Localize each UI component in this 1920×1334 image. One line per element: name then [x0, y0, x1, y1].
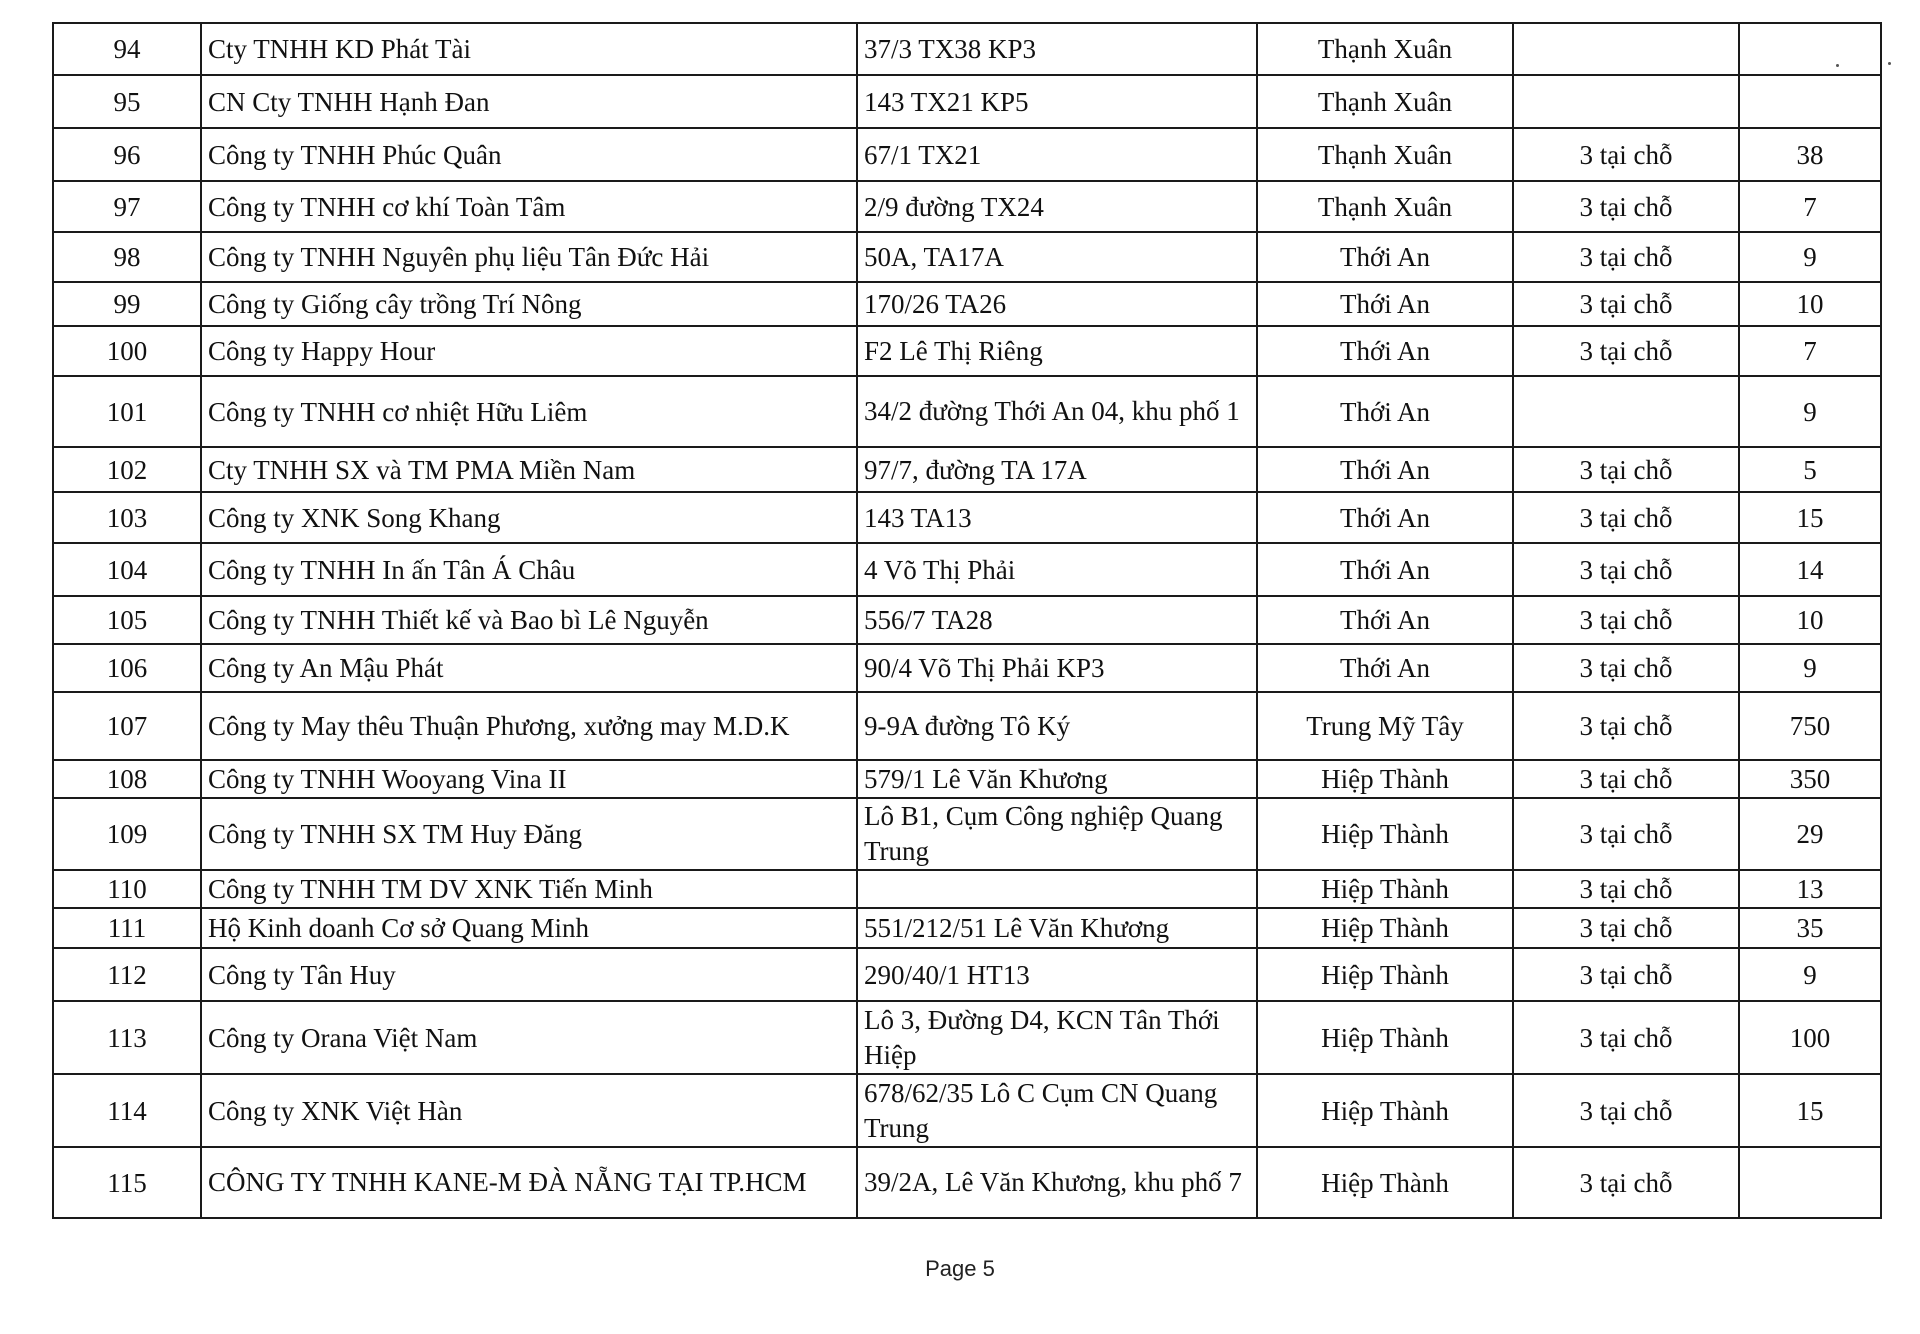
cell-workers-type: 3 tại chỗ: [1513, 692, 1739, 760]
cell-row-number: 113: [53, 1001, 201, 1074]
table-row: [53, 181, 1881, 232]
cell-row-number: 100: [53, 326, 201, 376]
cell-company-name: Công ty Happy Hour: [201, 326, 857, 376]
cell-address: 90/4 Võ Thị Phải KP3: [857, 644, 1257, 692]
cell-row-number: 105: [53, 596, 201, 644]
scan-speck: [1836, 64, 1839, 67]
cell-address: 4 Võ Thị Phải: [857, 543, 1257, 596]
cell-row-number: 108: [53, 760, 201, 798]
cell-company-name: Công ty TNHH SX TM Huy Đăng: [201, 798, 857, 870]
cell-ward: Thới An: [1257, 644, 1513, 692]
table-row: [53, 128, 1881, 181]
cell-row-number: 114: [53, 1074, 201, 1147]
cell-company-name: Công ty TNHH Phúc Quân: [201, 128, 857, 181]
table-row: [53, 596, 1881, 644]
cell-row-number: 110: [53, 870, 201, 908]
table-row: [53, 376, 1881, 447]
cell-workers-type: 3 tại chỗ: [1513, 128, 1739, 181]
cell-row-number: 97: [53, 181, 201, 232]
cell-worker-count: 5: [1739, 447, 1881, 492]
cell-company-name: Cty TNHH KD Phát Tài: [201, 23, 857, 75]
cell-worker-count: 7: [1739, 181, 1881, 232]
cell-workers-type: 3 tại chỗ: [1513, 870, 1739, 908]
cell-address: 579/1 Lê Văn Khương: [857, 760, 1257, 798]
cell-row-number: 96: [53, 128, 201, 181]
cell-ward: Hiệp Thành: [1257, 798, 1513, 870]
cell-row-number: 109: [53, 798, 201, 870]
cell-row-number: 99: [53, 282, 201, 326]
cell-address: Lô 3, Đường D4, KCN Tân Thới Hiệp: [857, 1001, 1257, 1074]
table-row: [53, 948, 1881, 1001]
cell-row-number: 103: [53, 492, 201, 543]
cell-ward: Thới An: [1257, 492, 1513, 543]
cell-worker-count: 35: [1739, 908, 1881, 948]
cell-row-number: 115: [53, 1147, 201, 1218]
cell-workers-type: [1513, 376, 1739, 447]
cell-address: 143 TX21 KP5: [857, 75, 1257, 128]
cell-row-number: 104: [53, 543, 201, 596]
cell-row-number: 102: [53, 447, 201, 492]
cell-ward: Hiệp Thành: [1257, 908, 1513, 948]
cell-ward: Thới An: [1257, 282, 1513, 326]
cell-address: 290/40/1 HT13: [857, 948, 1257, 1001]
cell-worker-count: 10: [1739, 282, 1881, 326]
cell-company-name: Công ty TNHH In ấn Tân Á Châu: [201, 543, 857, 596]
cell-address: 50A, TA17A: [857, 232, 1257, 282]
cell-row-number: 111: [53, 908, 201, 948]
cell-worker-count: 38: [1739, 128, 1881, 181]
cell-company-name: Công ty Orana Việt Nam: [201, 1001, 857, 1074]
page-number: Page 5: [925, 1256, 995, 1281]
cell-worker-count: 14: [1739, 543, 1881, 596]
cell-worker-count: [1739, 75, 1881, 128]
table-row: [53, 447, 1881, 492]
cell-address: 2/9 đường TX24: [857, 181, 1257, 232]
scan-speck: [1888, 62, 1891, 65]
cell-address: F2 Lê Thị Riêng: [857, 326, 1257, 376]
cell-ward: Thới An: [1257, 596, 1513, 644]
cell-workers-type: 3 tại chỗ: [1513, 492, 1739, 543]
cell-ward: Thạnh Xuân: [1257, 128, 1513, 181]
cell-workers-type: 3 tại chỗ: [1513, 1074, 1739, 1147]
cell-row-number: 106: [53, 644, 201, 692]
table-row: [53, 760, 1881, 798]
cell-workers-type: 3 tại chỗ: [1513, 1001, 1739, 1074]
cell-ward: Thới An: [1257, 232, 1513, 282]
cell-worker-count: 750: [1739, 692, 1881, 760]
cell-row-number: 107: [53, 692, 201, 760]
cell-company-name: Công ty Tân Huy: [201, 948, 857, 1001]
cell-ward: Thạnh Xuân: [1257, 75, 1513, 128]
cell-ward: Hiệp Thành: [1257, 1001, 1513, 1074]
cell-ward: Hiệp Thành: [1257, 1074, 1513, 1147]
company-table: [52, 22, 1882, 1219]
cell-worker-count: 15: [1739, 492, 1881, 543]
cell-address: 37/3 TX38 KP3: [857, 23, 1257, 75]
cell-workers-type: 3 tại chỗ: [1513, 232, 1739, 282]
cell-company-name: Công ty Giống cây trồng Trí Nông: [201, 282, 857, 326]
cell-worker-count: 7: [1739, 326, 1881, 376]
table-row: [53, 1074, 1881, 1147]
company-table-body: [53, 23, 1881, 1218]
cell-ward: Thạnh Xuân: [1257, 181, 1513, 232]
cell-row-number: 98: [53, 232, 201, 282]
table-row: [53, 908, 1881, 948]
cell-address: 67/1 TX21: [857, 128, 1257, 181]
table-row: [53, 1147, 1881, 1218]
table-row: [53, 692, 1881, 760]
cell-workers-type: 3 tại chỗ: [1513, 798, 1739, 870]
cell-row-number: 112: [53, 948, 201, 1001]
cell-workers-type: 3 tại chỗ: [1513, 908, 1739, 948]
cell-ward: Trung Mỹ Tây: [1257, 692, 1513, 760]
cell-address: [857, 870, 1257, 908]
cell-company-name: CÔNG TY TNHH KANE-M ĐÀ NẴNG TẠI TP.HCM: [201, 1147, 857, 1218]
cell-company-name: Công ty May thêu Thuận Phương, xưởng may M.D.K: [201, 692, 857, 760]
cell-company-name: Công ty TNHH Nguyên phụ liệu Tân Đức Hải: [201, 232, 857, 282]
cell-workers-type: 3 tại chỗ: [1513, 948, 1739, 1001]
cell-address: Lô B1, Cụm Công nghiệp Quang Trung: [857, 798, 1257, 870]
cell-ward: Thới An: [1257, 543, 1513, 596]
cell-ward: Thạnh Xuân: [1257, 23, 1513, 75]
cell-company-name: Công ty XNK Song Khang: [201, 492, 857, 543]
table-row: [53, 282, 1881, 326]
cell-ward: Hiệp Thành: [1257, 1147, 1513, 1218]
cell-company-name: Cty TNHH SX và TM PMA Miền Nam: [201, 447, 857, 492]
cell-address: 170/26 TA26: [857, 282, 1257, 326]
cell-ward: Thới An: [1257, 447, 1513, 492]
cell-address: 34/2 đường Thới An 04, khu phố 1: [857, 376, 1257, 447]
cell-ward: Hiệp Thành: [1257, 760, 1513, 798]
cell-worker-count: 13: [1739, 870, 1881, 908]
cell-address: 39/2A, Lê Văn Khương, khu phố 7: [857, 1147, 1257, 1218]
cell-company-name: Công ty TNHH Thiết kế và Bao bì Lê Nguyễn: [201, 596, 857, 644]
cell-worker-count: 9: [1739, 644, 1881, 692]
table-row: [53, 326, 1881, 376]
cell-address: 678/62/35 Lô C Cụm CN Quang Trung: [857, 1074, 1257, 1147]
table-row: [53, 543, 1881, 596]
cell-company-name: Công ty XNK Việt Hàn: [201, 1074, 857, 1147]
cell-workers-type: 3 tại chỗ: [1513, 181, 1739, 232]
cell-workers-type: 3 tại chỗ: [1513, 1147, 1739, 1218]
cell-worker-count: 9: [1739, 232, 1881, 282]
cell-worker-count: 10: [1739, 596, 1881, 644]
table-row: [53, 1001, 1881, 1074]
cell-ward: Hiệp Thành: [1257, 948, 1513, 1001]
table-row: [53, 798, 1881, 870]
cell-worker-count: [1739, 1147, 1881, 1218]
cell-address: 551/212/51 Lê Văn Khương: [857, 908, 1257, 948]
cell-workers-type: 3 tại chỗ: [1513, 543, 1739, 596]
cell-workers-type: [1513, 75, 1739, 128]
cell-row-number: 94: [53, 23, 201, 75]
cell-workers-type: 3 tại chỗ: [1513, 596, 1739, 644]
cell-worker-count: 15: [1739, 1074, 1881, 1147]
cell-worker-count: 350: [1739, 760, 1881, 798]
cell-ward: Thới An: [1257, 376, 1513, 447]
cell-address: 9-9A đường Tô Ký: [857, 692, 1257, 760]
cell-workers-type: 3 tại chỗ: [1513, 282, 1739, 326]
cell-address: 556/7 TA28: [857, 596, 1257, 644]
cell-ward: Thới An: [1257, 326, 1513, 376]
cell-workers-type: 3 tại chỗ: [1513, 644, 1739, 692]
cell-row-number: 95: [53, 75, 201, 128]
cell-row-number: 101: [53, 376, 201, 447]
cell-company-name: Công ty TNHH Wooyang Vina II: [201, 760, 857, 798]
cell-workers-type: [1513, 23, 1739, 75]
cell-worker-count: [1739, 23, 1881, 75]
cell-workers-type: 3 tại chỗ: [1513, 760, 1739, 798]
table-row: [53, 492, 1881, 543]
cell-company-name: CN Cty TNHH Hạnh Đan: [201, 75, 857, 128]
table-row: [53, 75, 1881, 128]
cell-company-name: Công ty TNHH cơ khí Toàn Tâm: [201, 181, 857, 232]
table-row: [53, 23, 1881, 75]
table-row: [53, 232, 1881, 282]
table-row: [53, 644, 1881, 692]
cell-company-name: Hộ Kinh doanh Cơ sở Quang Minh: [201, 908, 857, 948]
cell-worker-count: 29: [1739, 798, 1881, 870]
cell-company-name: Công ty TNHH cơ nhiệt Hữu Liêm: [201, 376, 857, 447]
cell-address: 97/7, đường TA 17A: [857, 447, 1257, 492]
cell-worker-count: 100: [1739, 1001, 1881, 1074]
cell-workers-type: 3 tại chỗ: [1513, 447, 1739, 492]
cell-worker-count: 9: [1739, 948, 1881, 1001]
cell-company-name: Công ty An Mậu Phát: [201, 644, 857, 692]
cell-worker-count: 9: [1739, 376, 1881, 447]
cell-workers-type: 3 tại chỗ: [1513, 326, 1739, 376]
cell-ward: Hiệp Thành: [1257, 870, 1513, 908]
cell-address: 143 TA13: [857, 492, 1257, 543]
table-row: [53, 870, 1881, 908]
cell-company-name: Công ty TNHH TM DV XNK Tiến Minh: [201, 870, 857, 908]
